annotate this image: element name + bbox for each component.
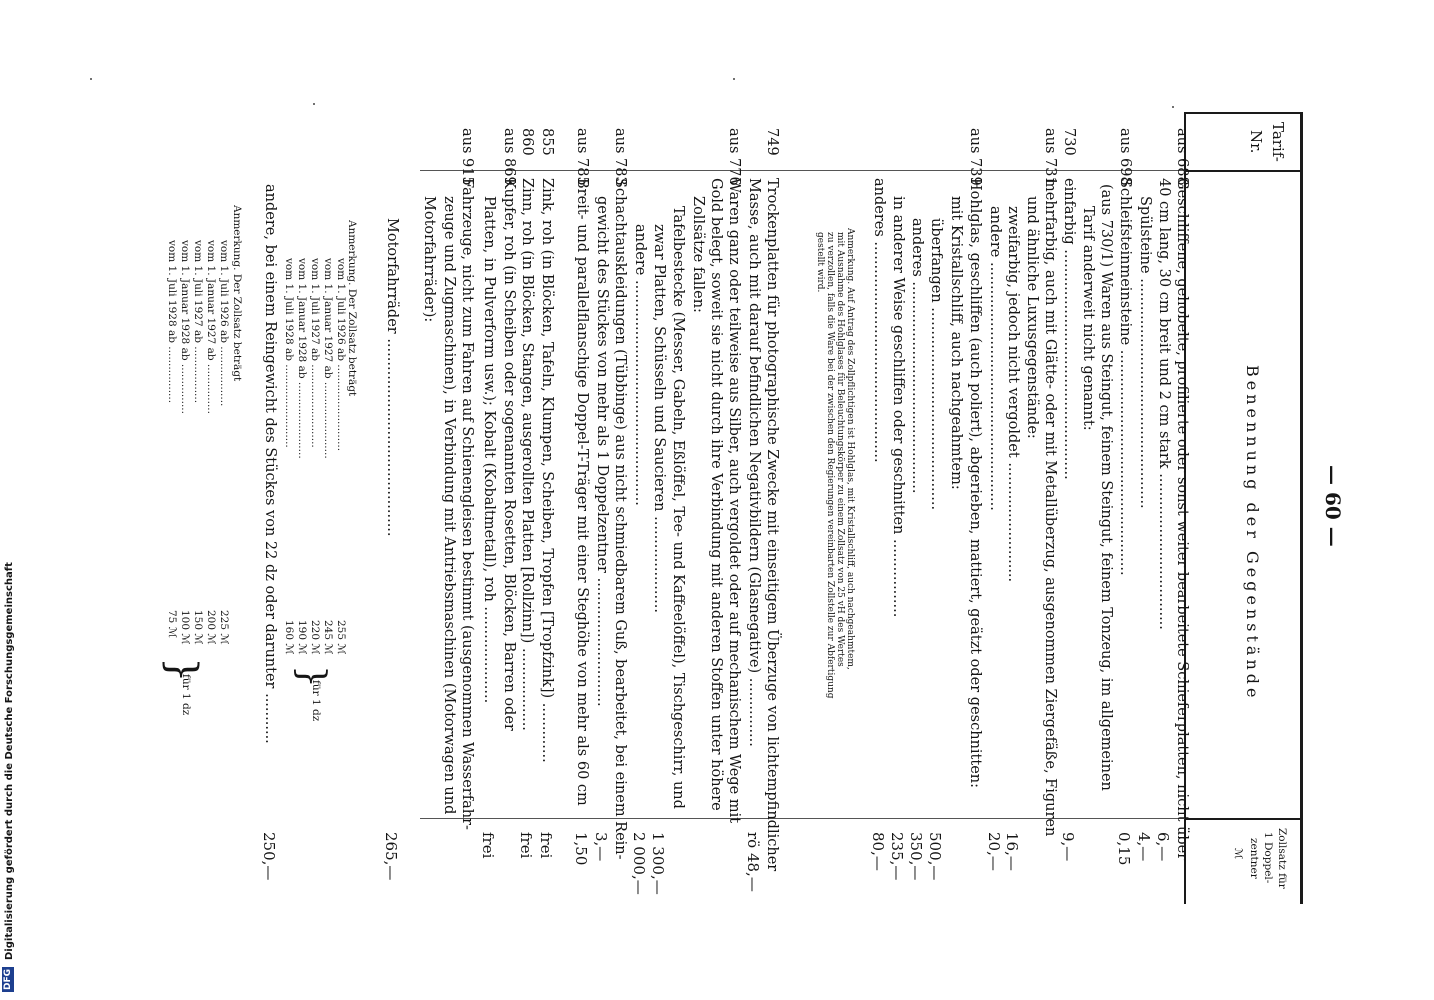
tarif-nr: aus 785 — [574, 128, 590, 186]
tarif-nr: aus 739 — [967, 128, 983, 186]
item-text: Breit- und parallelflanschige Doppel-T-Träger mit einer Steghöhe von mehr als 60 cm — [574, 178, 590, 806]
note1-line-2: mit Ausnahme des Hohlglases für Beleuchtungskörper zu einem Zollsatz von 25 vH des Wertes — [835, 232, 845, 667]
note2-date: vom 1. Januar 1927 ab ....................... — [322, 258, 334, 459]
tarif-nr: aus 915 — [459, 128, 475, 186]
item-text: Motorfahrräder ........................................... — [384, 218, 400, 537]
item-text: zeuge und Zugmaschinen), in Verbindung mit Antriebsmaschinen (Motorwagen und — [441, 196, 457, 815]
rate-value: 6,— — [1154, 832, 1172, 862]
item-text: Geschliffene, gehobelte, profilierte oder sonst weiter bearbeitete Schieferplatten, nicht über — [1174, 178, 1190, 861]
scan-speck — [733, 78, 735, 80]
note3-title: Anmerkung. Der Zollsatz beträgt — [231, 205, 243, 382]
note2-brace: } — [291, 665, 332, 688]
tarif-nr: aus 783 — [612, 128, 628, 186]
item-text: Kupfer, roh (in Scheiben oder sogenannten Rosetten, Blöcken, Barren oder — [501, 178, 517, 731]
rate-value: 20,— — [985, 832, 1003, 871]
tarif-nr: aus 869 — [501, 128, 517, 186]
header-tarif: Tarif- — [1269, 122, 1287, 162]
header-zollsatz-2: 1 Doppel- — [1262, 832, 1274, 884]
rate-value: 1 300,— — [649, 832, 667, 895]
header-rule — [1185, 112, 1303, 114]
item-text: Platten, in Pulverform usw.); Kobalt (Kobaltmetall), roh ..................... — [481, 196, 497, 704]
tarif-nr: aus 688 — [1174, 128, 1190, 186]
item-text: 40 cm lang, 30 cm breit und 2 cm stark .................................. — [1156, 178, 1172, 630]
note3-date: vom 1. Januar 1928 ab ............... — [179, 240, 191, 414]
item-text: Zink, roh (in Blöcken, Tafeln, Klumpen, Scheiben, Tropfen [Tropfzink]) ............. — [539, 178, 555, 763]
page-number: — 60 — — [1321, 465, 1345, 547]
note3-brace: } — [159, 657, 205, 683]
note1-line-3: zu verzollen, falls die Ware bei der zwischen den Regierungen vereinbarten Zollstelle zur Abfertigung — [825, 232, 835, 699]
rate-value: 235,— — [888, 832, 906, 881]
header-zollsatz-1: Zollsatz für — [1276, 828, 1288, 889]
dfg-logo: DFG — [3, 968, 13, 990]
note2-date: vom 1. Juli 1927 ab ......................... — [309, 258, 321, 448]
note3-date: vom 1. Juli 1928 ab ................. — [166, 240, 178, 404]
item-text: Trockenplatten für photographische Zwecke mit einseitigem Überzuge von lichtempfindlicher — [764, 178, 780, 872]
item-text: Schachtauskleidungen (Tübbinge) aus nicht schmiedbarem Guß, bearbeitet, bei einem Rein- — [612, 178, 628, 860]
body-nr-divider — [420, 170, 1185, 171]
note2-value: 220 ℳ — [309, 620, 321, 655]
item-text: Hohlglas, geschliffen (auch poliert), abgerieben, mattiert, geätzt oder geschnitten: — [967, 178, 983, 788]
note3-value: 100 ℳ — [179, 610, 191, 645]
rate-value: 250,— — [260, 832, 278, 881]
item-text: Waren ganz oder teilweise aus Silber, auch vergoldet oder auf mechanischem Wege mit — [726, 178, 742, 824]
scan-speck — [90, 78, 92, 80]
rate-value: 500,— — [926, 832, 944, 881]
item-text: Gold belegt, soweit sie nicht durch ihre Verbindung mit anderen Stoffen unter höhere — [708, 178, 724, 811]
item-text: mehrfarbig, auch mit Glätte- oder mit Metallüberzug, ausgenommen Ziergefäße, Figuren — [1042, 178, 1058, 837]
header-benennung: Benennung der Gegenstände — [1243, 365, 1262, 702]
scan-speck — [1172, 106, 1174, 108]
rate-value: 4,— — [1135, 832, 1153, 862]
item-text: andere ................................................. — [632, 224, 648, 506]
rate-value: 16,— — [1003, 832, 1021, 871]
note3-date: vom 1. Juli 1926 ab .................. — [218, 240, 230, 407]
item-text: zweifarbig, jedoch nicht vergoldet .......................... — [1005, 206, 1021, 583]
item-text: gewicht des Stückes von mehr als 1 Doppelzentner ............................ — [594, 196, 610, 707]
nr-column-rule — [1185, 170, 1303, 172]
note2-title: Anmerkung. Der Zollsatz beträgt — [346, 220, 358, 397]
note2-value: 255 ℳ — [335, 620, 347, 655]
rate-value: 9,— — [1059, 832, 1077, 862]
item-text: Zinn, roh (in Blöcken, Stangen, ausgerollten Platten [Rollzinn]) .................. — [519, 178, 535, 731]
item-text: andere, bei einem Reingewicht des Stückes von 22 dz oder darunter ........... — [262, 184, 278, 744]
scan-speck — [313, 103, 315, 105]
item-text: Fahrzeuge, nicht zum Fahren auf Schienengleisen bestimmt (ausgenommen Wasserfahr- — [459, 178, 475, 830]
note1-line-4: gestellt wird. — [815, 232, 825, 293]
note3-value: 75 ℳ — [166, 610, 178, 638]
item-text: Masse, auch mit darauf befindlichen Negativbildern (Glasnegative) ............... — [746, 178, 762, 747]
note2-value: 245 ℳ — [322, 620, 334, 655]
header-zollsatz-4: ℳ — [1232, 848, 1244, 860]
note2-value: 190 ℳ — [296, 620, 308, 655]
item-text: Spülsteine .................................................. — [1137, 196, 1153, 509]
rate-value: 80,— — [869, 832, 887, 871]
note3-value: 225 ℳ — [218, 610, 230, 645]
rate-value: 2 000,— — [630, 832, 648, 895]
item-text: Tafelbestecke (Messer, Gabeln, Eßlöffel, Tee- und Kaffeelöffel), Tischgeschirr, und — [670, 206, 686, 809]
item-text: andere ...................................................... — [987, 206, 1003, 511]
note2-date: vom 1. Juli 1928 ab ......................... — [283, 258, 295, 448]
rate-value: 0,15 — [1115, 832, 1133, 866]
item-text: anderes ................................................ — [871, 178, 887, 463]
rate-value: 1,50 — [572, 832, 590, 866]
item-text: einfarbig .................................................. — [1061, 178, 1077, 480]
tarif-nr: aus 698 — [1117, 128, 1133, 186]
note2-unit: für 1 dz — [310, 680, 322, 722]
item-text: mit Kristallschliff, auch nachgeahmtem: — [948, 196, 964, 490]
rate-value: frei — [479, 832, 497, 859]
header-zollsatz-3: zentner — [1248, 838, 1260, 879]
note2-date: vom 1. Juli 1926 ab .......................... — [335, 258, 347, 452]
note2-date: vom 1. Januar 1928 ab ....................... — [296, 258, 308, 459]
tarif-nr: 855 — [539, 128, 555, 156]
item-text: Schleifsteinmeinsteine ................................................. — [1117, 178, 1133, 576]
item-text: überfangen ............................................ — [928, 218, 944, 511]
item-text: und ähnliche Luxusgegenstände: — [1024, 196, 1040, 439]
note2-value: 160 ℳ — [283, 620, 295, 655]
item-text: anderes .............................................. — [909, 218, 925, 494]
note3-unit: für 1 dz — [180, 674, 192, 716]
tarif-nr: aus 731 — [1042, 128, 1058, 186]
note3-date: vom 1. Juli 1927 ab ................. — [192, 240, 204, 404]
body-rate-divider — [420, 818, 1185, 819]
note3-date: vom 1. Januar 1927 ab ............... — [205, 240, 217, 414]
rate-value: 265,— — [382, 832, 400, 881]
tarif-nr: 730 — [1061, 128, 1077, 156]
rate-value: frei — [517, 832, 535, 859]
note3-value: 200 ℳ — [205, 610, 217, 645]
rate-value: frei — [537, 832, 555, 859]
table-top-rule — [1300, 112, 1303, 904]
rate-value: rö 48,— — [744, 832, 762, 892]
item-text: in anderer Weise geschliffen oder geschnitten ................. — [890, 196, 906, 618]
item-text: Zollsätze fallen: — [690, 196, 706, 313]
rate-value: 3,— — [592, 832, 610, 862]
tarif-nr: aus 776 — [726, 128, 742, 186]
tarif-nr: 860 — [519, 128, 535, 156]
note3-value: 150 ℳ — [192, 610, 204, 645]
rate-value: 350,— — [907, 832, 925, 881]
item-text: Motorfahrräder): — [421, 196, 437, 323]
item-text: Tarif anderweit nicht genannt: — [1080, 206, 1096, 431]
rate-column-rule — [1185, 818, 1303, 820]
header-tarif-nr: Nr. — [1247, 130, 1265, 154]
dfg-credit: Digitalisierung gefördert durch die Deutsche Forschungsgemeinschaft — [4, 562, 15, 960]
item-text: zwar Platten, Schüsseln und Saucieren ..................... — [651, 224, 667, 613]
note1-line-1: Anmerkung. Auf Antrag des Zollpflichtigen ist Hohlglas, mit Kristallschliff, auch nachgeahmtem, — [845, 228, 855, 670]
tarif-nr: 749 — [764, 128, 780, 156]
item-text: (aus 730/1) Waren aus Steingut, feinem Steingut, feinem Tonzeug, im allgemeinen — [1098, 184, 1114, 791]
